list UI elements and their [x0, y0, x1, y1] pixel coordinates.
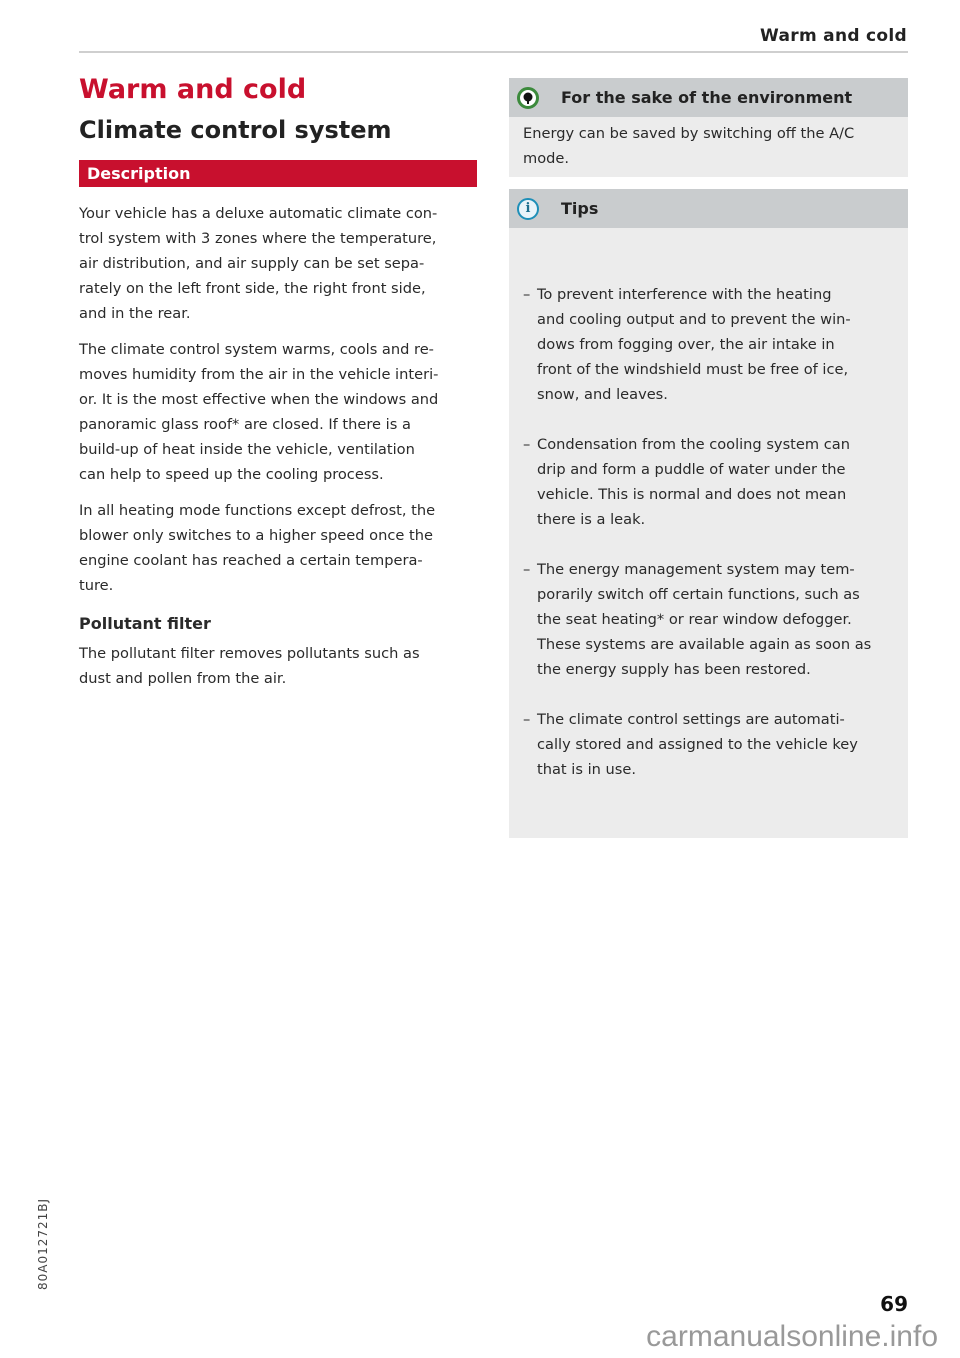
tips-body — [509, 228, 908, 838]
tip-item: – The energy management system may tem- porarily switch off certain functions, such as the seat heating* or rear window defogger. These systems are available again as soon as the energy supply has been restored. — [523, 557, 894, 682]
header-divider — [79, 51, 908, 53]
paragraph: In all heating mode functions except defrost, the blower only switches to a higher speed once the engine coolant has reached a certain tempera- ture. — [79, 502, 436, 594]
watermark: carmanualsonline.info — [646, 1320, 938, 1353]
tip-item: – The climate control settings are automati- cally stored and assigned to the vehicle key that is in use. — [523, 707, 894, 782]
paragraph: The climate control system warms, cools and re- moves humidity from the air in the vehicle interi- or. It is the most effective when the windows and panoramic glass roof* are closed. If there is a build-up of heat inside the vehicle, ventilation can help to speed up the cooling process. — [79, 341, 439, 483]
tips-title: Tips — [561, 199, 599, 218]
chapter-title: Warm and cold — [79, 74, 307, 105]
section-title: Climate control system — [79, 116, 392, 144]
pollutant-filter-heading: Pollutant filter — [79, 614, 211, 633]
info-icon: i — [517, 198, 539, 220]
page-number: 69 — [880, 1292, 908, 1316]
environment-header — [509, 78, 908, 117]
environment-body: Energy can be saved by switching off the A/C mode. — [509, 117, 908, 177]
environment-title: For the sake of the environment — [561, 88, 853, 107]
tip-item: – Condensation from the cooling system can drip and form a puddle of water under the vehicle. This is normal and does not mean there is a leak. — [523, 432, 894, 532]
paragraph: Your vehicle has a deluxe automatic climate con- trol system with 3 zones where the temperature, air distribution, and air supply can be set sepa- rately on the left front side, the right front side, and in the rear. — [79, 205, 438, 322]
description-bar: Description — [79, 160, 477, 187]
tip-item: – To prevent interference with the heating and cooling output and to prevent the win- dows from fogging over, the air intake in front of the windshield must be free of ice, snow, and leaves. — [523, 282, 894, 407]
tips-header — [509, 189, 908, 228]
document-code: 80A012721BJ — [36, 1197, 50, 1290]
right-column — [509, 78, 908, 838]
tree-icon — [517, 87, 539, 109]
left-column — [79, 72, 477, 702]
running-header: Warm and cold — [760, 26, 907, 46]
paragraph: The pollutant filter removes pollutants such as dust and pollen from the air. — [79, 645, 420, 687]
